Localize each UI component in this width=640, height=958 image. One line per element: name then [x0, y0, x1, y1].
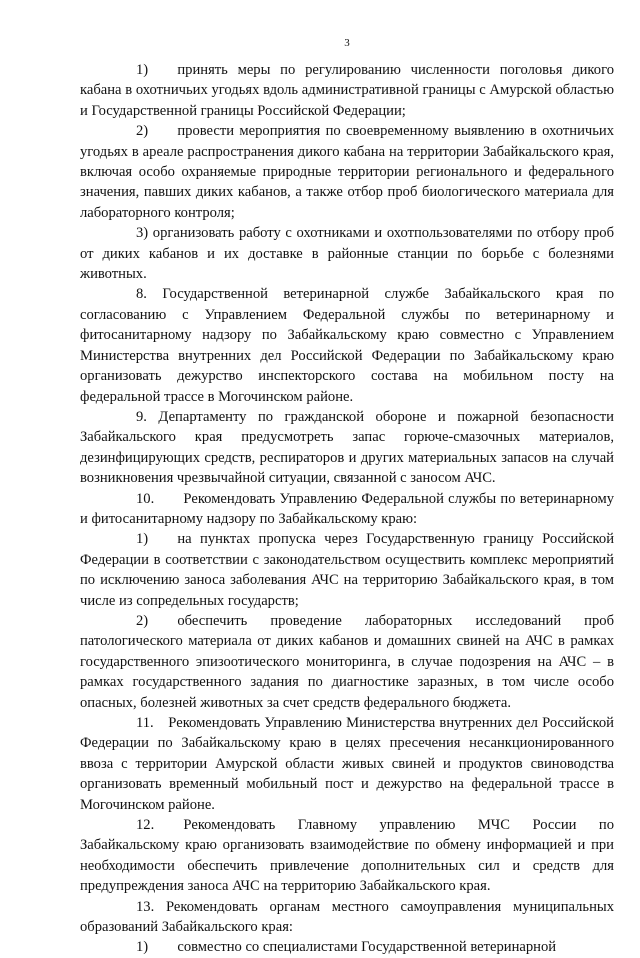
paragraph-8: 2) обеспечить проведение лабораторных исследований проб патологического материала от диких кабанов и домашних свиней на АЧС в рамках государственного эпизоотического мониторинга, в случае подозрения на АЧС – в рамках государственного задания по диагностике заразных, в том числе особо опасных, болезней животных за счет средств федерального бюджета. [80, 612, 614, 711]
page-number: 3 [344, 37, 350, 49]
paragraph-3: 3) организовать работу с охотниками и охотпользователями по отбору проб от диких кабанов и их доставке в районные станции по борьбе с болезнями животных. [80, 225, 614, 283]
paragraph-1: 1) принять меры по регулированию численности поголовья дикого кабана в охотничьих угодьях вдоль административной границы с Амурской областью и Государственной границы Российской Федерации; [80, 62, 614, 119]
paragraph-4: 8. Государственной ветеринарной службе Забайкальского края по согласованию с Управлением Федеральной службы по ветеринарному и фитосанитарному надзору по Забайкальскому краю совместно с Управлением Министерства внутренних дел Российской Федерации по Забайкальскому краю организовать дежурство инспекторского состава на мобильном посту на федеральной трассе в Могочинском районе. [80, 286, 614, 405]
paragraph-2: 2) провести мероприятия по своевременному выявлению в охотничьих угодьях в ареале распространения дикого кабана на территории Забайкальского края, включая особо охраняемые природные территории регионального и федерального значения, павших диких кабанов, а также отбор проб биологического материала для лабораторного контроля; [80, 123, 614, 221]
paragraph-11: 13. Рекомендовать органам местного самоуправления муниципальных образований Забайкальского края: [80, 898, 614, 936]
paragraph-10: 12. Рекомендовать Главному управлению МЧС России по Забайкальскому краю организовать взаимодействие по обмену информацией и при необходимости обеспечить привлечение дополнительных сил и средств для предупреждения заноса АЧС на территорию Забайкальского края. [80, 817, 614, 895]
paragraph-12: 1) совместно со специалистами Государственной ветеринарной [136, 939, 557, 956]
paragraph-9: 11. Рекомендовать Управлению Министерства внутренних дел Российской Федерации по Забайкальскому краю в целях пресечения несанкционированного ввоза с территории Амурской области живых свиней и продуктов свиноводства организовать временный мобильный пост и дежурство на федеральной трассе в Могочинском районе. [80, 715, 614, 813]
paragraph-5: 9. Департаменту по гражданской обороне и пожарной безопасности Забайкальского края предусмотреть запас горюче-смазочных материалов, дезинфицирующих средств, респираторов и других материальных запасов на случай возникновения чрезвычайной ситуации, связанной с заносом АЧС. [80, 408, 614, 487]
paragraph-6: 10. Рекомендовать Управлению Федеральной службы по ветеринарному и фитосанитарному надзору по Забайкальскому краю: [80, 490, 614, 527]
paragraph-7: 1) на пунктах пропуска через Государственную границу Российской Федерации в соответствии с законодательством осуществить комплекс мероприятий по исключению заноса заболевания АЧС на территорию Забайкальского края, в том числе из сопредельных государств; [80, 531, 614, 609]
